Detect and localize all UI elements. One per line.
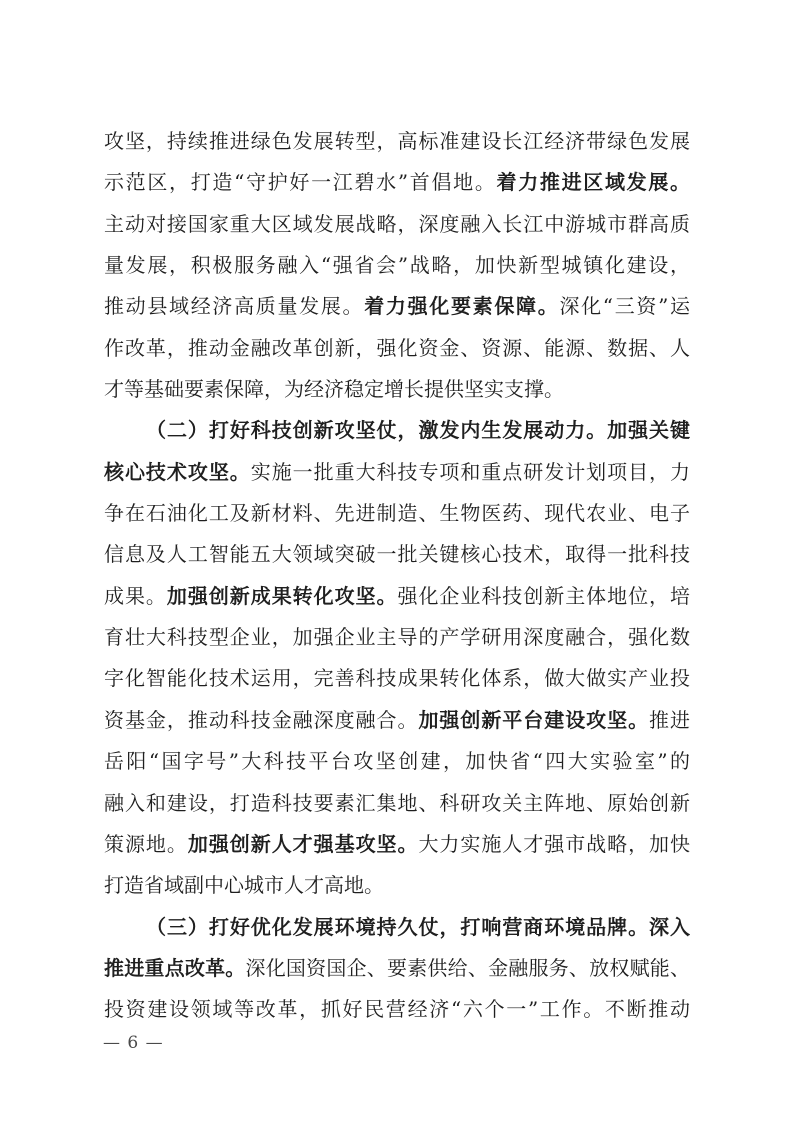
- body-text: 投资建设领域等改革，抓好民营经济“六个一”工作。不断推动: [104, 997, 690, 1022]
- body-text: 才等基础要素保障，为经济稳定增长提供坚实支撑。: [104, 377, 564, 402]
- emphasis-text: 深入: [649, 914, 691, 939]
- text-line: [104, 410, 690, 451]
- body-text: 育壮大科技型企业，加强企业主导的产学研用深度融合，强化数: [104, 625, 690, 650]
- text-line: [104, 286, 690, 327]
- paragraph: [104, 907, 690, 1031]
- emphasis-text: 加强创新平台建设攻坚。: [418, 707, 650, 732]
- body-text: 融入和建设，打造科技要素汇集地、科研攻关主阵地、原始创新: [104, 790, 690, 815]
- body-text: 深化“三资”运: [559, 294, 691, 319]
- text-line: [104, 204, 690, 245]
- body-text: 打造省域副中心城市人才高地。: [104, 873, 384, 898]
- paragraph: [104, 410, 690, 906]
- paragraph: [104, 121, 690, 410]
- emphasis-text: （二）打好科技创新攻坚仗，激发内生发展动力。: [146, 418, 608, 443]
- emphasis-text: 着力强化要素保障。: [364, 294, 560, 319]
- text-line: [104, 824, 690, 865]
- text-line: [104, 576, 690, 617]
- body-text: 攻坚，持续推进绿色发展转型，高标准建设长江经济带绿色发展: [104, 129, 690, 153]
- body-text: 岳阳“国字号”大科技平台攻坚创建，加快省“四大实验室”的: [104, 749, 690, 774]
- text-line: [104, 534, 690, 575]
- emphasis-text: 加强创新成果转化攻坚。: [166, 583, 398, 608]
- page-footer: [103, 1032, 164, 1054]
- text-line: [104, 865, 690, 906]
- emphasis-text: 加强创新人才强基攻坚。: [187, 831, 419, 856]
- text-line: [104, 245, 690, 286]
- text-line: [104, 700, 690, 741]
- body-text: 字化智能化技术运用，完善科技成果转化体系，做大做实产业投: [104, 666, 690, 691]
- body-text: 争在石油化工及新材料、先进制造、生物医药、现代农业、电子: [104, 501, 690, 526]
- emphasis-text: 推进重点改革。: [104, 955, 246, 980]
- emphasis-text: 核心技术攻坚。: [104, 459, 251, 484]
- body-text: 策源地。: [104, 831, 188, 856]
- text-line: [104, 162, 690, 203]
- page-number: — 6 —: [103, 1033, 164, 1053]
- body-text: 作改革，推动金融改革创新，强化资金、资源、能源、数据、人: [104, 335, 690, 360]
- text-line: [104, 948, 690, 989]
- body-text: 成果。: [104, 583, 167, 608]
- body-text: 量发展，积极服务融入“强省会”战略，加快新型城镇化建设，: [104, 253, 690, 278]
- body-text: 主动对接国家重大区域发展战略，深度融入长江中游城市群高质: [104, 211, 690, 236]
- text-line: [104, 658, 690, 699]
- body-text: 资基金，推动科技金融深度融合。: [104, 707, 419, 732]
- text-line: [104, 741, 690, 782]
- text-line: [104, 369, 690, 410]
- text-line: [104, 121, 690, 162]
- body-text: 实施一批重大科技专项和重点研发计划项目，力: [250, 459, 691, 484]
- emphasis-text: 着力推进区域发展。: [496, 170, 691, 195]
- text-line: [104, 989, 690, 1030]
- text-line: [104, 493, 690, 534]
- body-text: 信息及人工智能五大领域突破一批关键核心技术，取得一批科技: [104, 542, 690, 567]
- body-text: 示范区，打造“守护好一江碧水”首倡地。: [104, 170, 497, 195]
- text-line: [104, 328, 690, 369]
- body-text: 强化企业科技创新主体地位，培: [397, 583, 691, 608]
- body-text: 大力实施人才强市战略，加快: [418, 831, 691, 856]
- document-body: [104, 121, 690, 1031]
- body-text: 深化国资国企、要素供给、金融服务、放权赋能、: [245, 955, 690, 980]
- text-line: [104, 907, 690, 948]
- body-text: 推进: [649, 707, 691, 732]
- text-line: [104, 617, 690, 658]
- emphasis-text: （三）打好优化发展环境持久仗，打响营商环境品牌。: [146, 914, 650, 939]
- body-text: 推动县域经济高质量发展。: [104, 294, 365, 319]
- text-line: [104, 452, 690, 493]
- text-line: [104, 783, 690, 824]
- emphasis-text: 加强关键: [607, 418, 691, 443]
